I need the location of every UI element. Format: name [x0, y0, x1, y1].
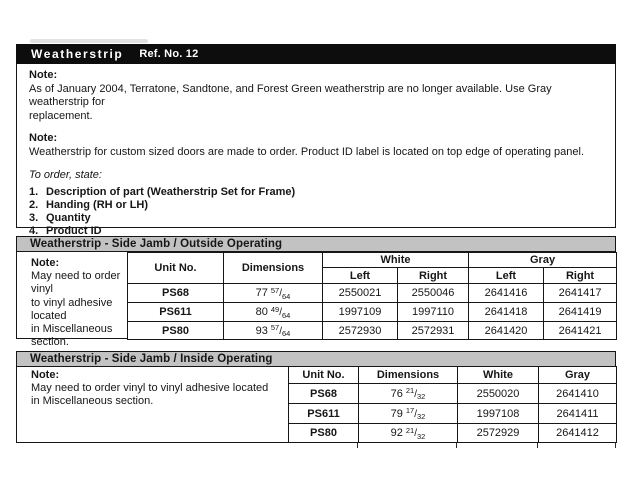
dimensions-cell: 79 $^{17}/_{32}$ [359, 404, 458, 424]
table-row [289, 404, 617, 424]
note-label: Note: [31, 257, 60, 269]
note-text-line: Weatherstrip for custom sized doors are made to order. Product ID label is located on top edge of operating panel. [29, 145, 585, 158]
column-header-white: White [458, 367, 539, 384]
inside-operating-table [288, 366, 617, 443]
part-number-cell: 2572930 [323, 322, 398, 340]
note-text-line: section. [31, 336, 69, 349]
unit-number-cell: PS80 [128, 322, 224, 340]
part-number-cell: 2550046 [398, 284, 469, 303]
list-item-number: 4. [29, 224, 39, 237]
note-text-line: May need to order vinyl [31, 270, 121, 296]
column-header-dimensions: Dimensions [224, 253, 323, 284]
part-number-cell: 2572931 [398, 322, 469, 340]
part-number-cell: 2641412 [539, 424, 617, 443]
scan-artifact-line [615, 443, 616, 448]
order-list-item [29, 199, 603, 212]
part-number-cell: 1997109 [323, 303, 398, 322]
list-item-text: Quantity [46, 211, 91, 224]
note-text-line: replacement. [29, 109, 93, 122]
column-header-unit: Unit No. [289, 367, 359, 384]
dimensions-cell: 76 $^{21}/_{32}$ [359, 384, 458, 404]
table-row [128, 284, 617, 303]
reference-number: Ref. No. 12 [139, 48, 199, 60]
list-item-number: 3. [29, 211, 39, 224]
table-row [128, 322, 617, 340]
dimensions-cell: 77 $^{57}/_{64}$ [224, 284, 323, 303]
part-number-cell: 2641420 [469, 322, 544, 340]
section-header-outside-operating: Weatherstrip - Side Jamb / Outside Operating [16, 236, 616, 252]
column-header-unit: Unit No. [128, 253, 224, 284]
column-header-white-right: Right [398, 268, 469, 284]
note-label: Note: [29, 132, 58, 144]
section-header-inside-operating: Weatherstrip - Side Jamb / Inside Operating [16, 351, 616, 367]
table-row [128, 303, 617, 322]
part-number-cell: 2572929 [458, 424, 539, 443]
part-number-cell: 2641416 [469, 284, 544, 303]
table-row [289, 384, 617, 404]
part-number-cell: 2550020 [458, 384, 539, 404]
dimensions-cell: 92 $^{21}/_{32}$ [359, 424, 458, 443]
column-header-gray: Gray [539, 367, 617, 384]
unit-number-cell: PS611 [128, 303, 224, 322]
column-header-gray-left: Left [469, 268, 544, 284]
title-bar [16, 44, 616, 64]
unit-number-cell: PS611 [289, 404, 359, 424]
order-list-item [29, 212, 603, 225]
intro-notes-box [16, 64, 616, 237]
column-group-white: White [323, 253, 469, 268]
list-item-number: 1. [29, 185, 39, 198]
note-text-line: in Miscellaneous [31, 323, 113, 336]
order-heading: To order, state: [29, 169, 102, 181]
list-item-number: 2. [29, 198, 39, 211]
list-item-text: Description of part (Weatherstrip Set for Frame) [46, 185, 296, 198]
note-text-line: May need to order vinyl to vinyl adhesive located [31, 382, 269, 395]
note-text-line: in Miscellaneous section. [31, 395, 154, 408]
scan-artifact [30, 39, 148, 43]
page-title: Weatherstrip [31, 47, 124, 61]
column-header-white-left: Left [323, 268, 398, 284]
part-number-cell: 2641417 [544, 284, 617, 303]
note-label: Note: [29, 69, 58, 81]
note-text-line: As of January 2004, Terratone, Sandtone, and Forest Green weatherstrip are no longer available. Use Gray weatherstrip for [29, 82, 552, 108]
unit-number-cell: PS80 [289, 424, 359, 443]
column-header-gray-right: Right [544, 268, 617, 284]
scan-artifact-line [456, 443, 457, 448]
part-number-cell: 2550021 [323, 284, 398, 303]
scan-artifact-line [537, 443, 538, 448]
unit-number-cell: PS68 [289, 384, 359, 404]
order-list-item [29, 186, 603, 199]
part-number-cell: 2641421 [544, 322, 617, 340]
dimensions-cell: 80 $^{49}/_{64}$ [224, 303, 323, 322]
part-number-cell: 2641411 [539, 404, 617, 424]
dimensions-cell: 93 $^{57}/_{64}$ [224, 322, 323, 340]
order-list [29, 186, 603, 238]
note-text-line: to vinyl adhesive located [31, 296, 113, 322]
inside-table-note [16, 366, 288, 443]
outside-table-note [16, 252, 127, 349]
part-number-cell: 2641419 [544, 303, 617, 322]
note-label: Note: [31, 369, 60, 381]
list-item-text: Product ID [46, 224, 102, 237]
column-header-dimensions: Dimensions [359, 367, 458, 384]
table-row [289, 424, 617, 443]
part-number-cell: 2641410 [539, 384, 617, 404]
part-number-cell: 2641418 [469, 303, 544, 322]
outside-operating-table [127, 252, 617, 340]
part-number-cell: 1997108 [458, 404, 539, 424]
part-number-cell: 1997110 [398, 303, 469, 322]
unit-number-cell: PS68 [128, 284, 224, 303]
column-group-gray: Gray [469, 253, 617, 268]
scan-artifact-line [357, 443, 358, 448]
list-item-text: Handing (RH or LH) [46, 198, 149, 211]
